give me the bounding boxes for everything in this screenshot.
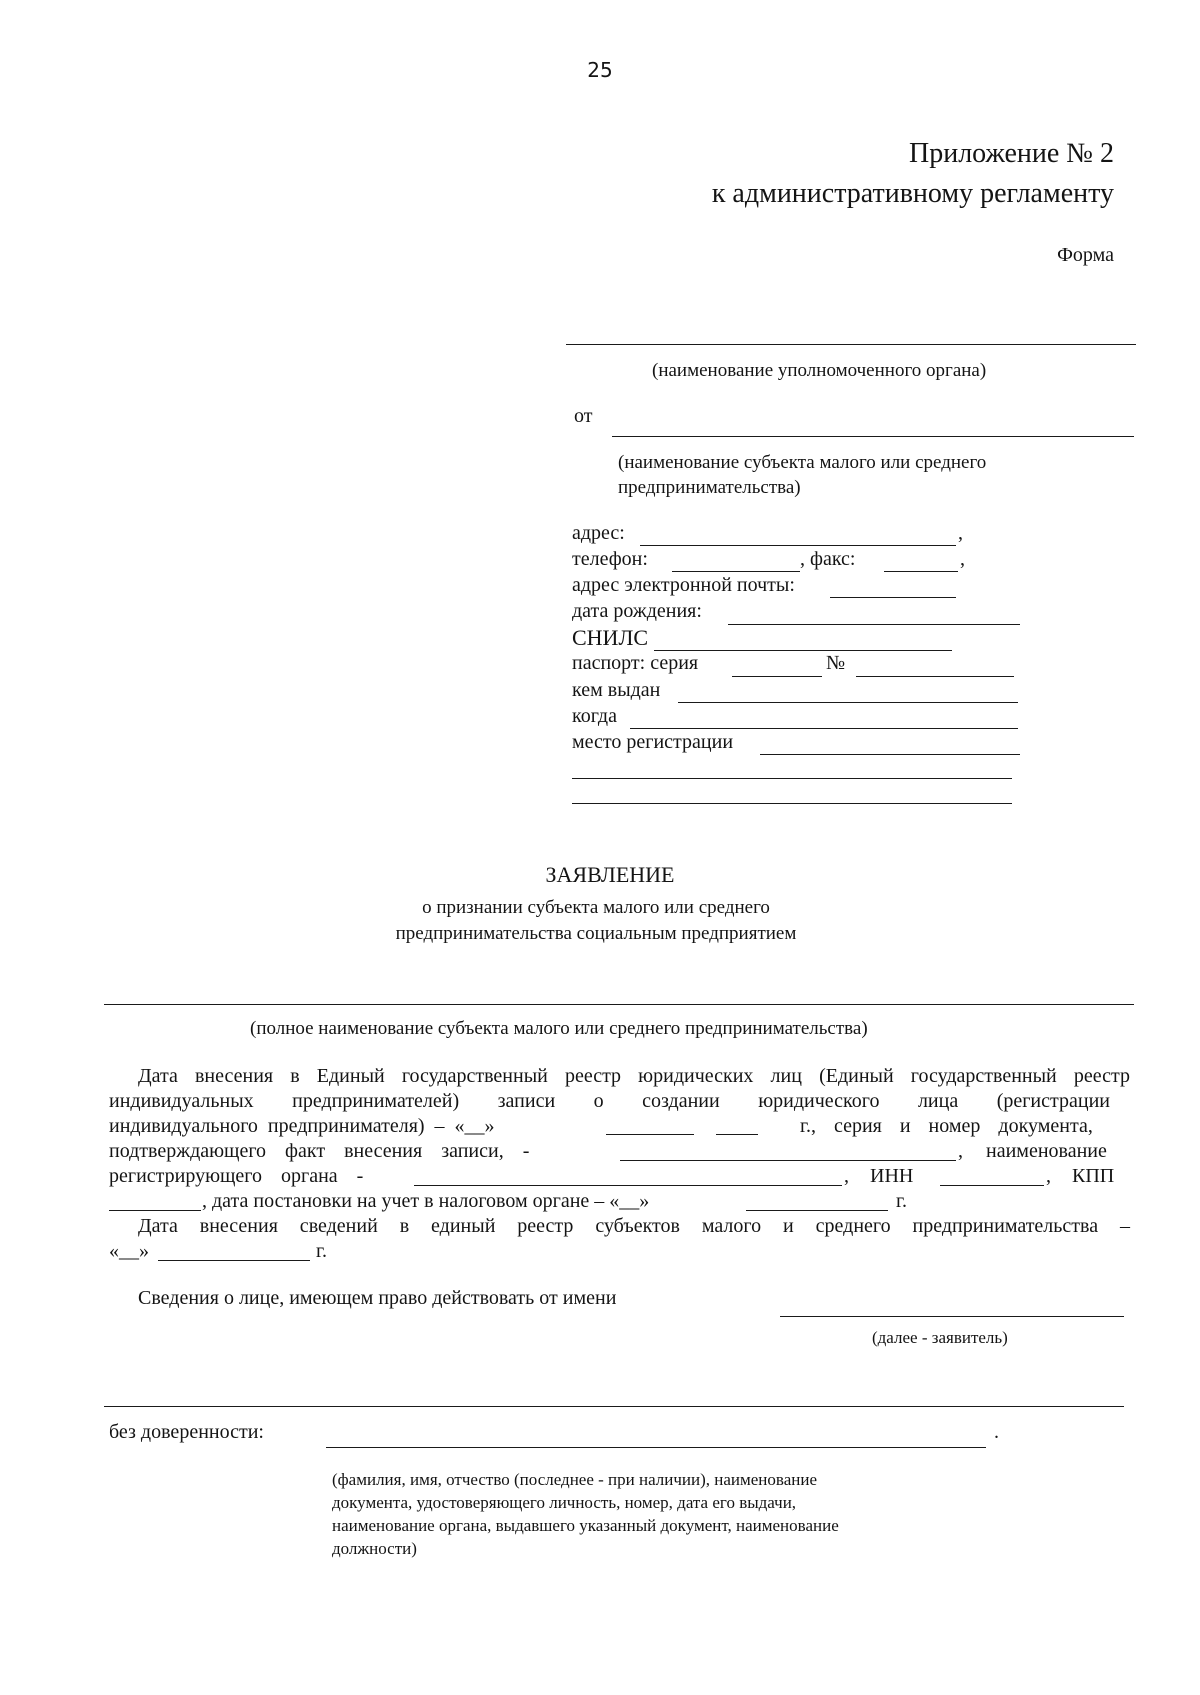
email-label: адрес электронной почты:: [572, 574, 795, 596]
statement-subtitle-line2: предпринимательства социальным предприятием: [395, 923, 797, 944]
document-number-field[interactable]: [620, 1160, 956, 1161]
paragraph1-line3-end: г., серия и номер документа,: [800, 1115, 1093, 1137]
principal-name-field[interactable]: [780, 1316, 1124, 1317]
snils-field[interactable]: [654, 650, 952, 651]
subject-caption-line2: предпринимательства): [618, 477, 801, 498]
inn-field[interactable]: [940, 1185, 1044, 1186]
registration-date-year-field[interactable]: [716, 1134, 758, 1135]
statement-title: ЗАЯВЛЕНИЕ: [545, 862, 675, 887]
paragraph3: Сведения о лице, имеющем право действовать от имени: [138, 1287, 617, 1309]
birthdate-label: дата рождения:: [572, 600, 702, 622]
fax-comma: ,: [960, 548, 965, 570]
passport-number-sign: №: [826, 652, 846, 674]
snils-label: СНИЛС: [572, 625, 649, 650]
applicant-full-line[interactable]: [104, 1406, 1124, 1407]
paragraph1-line6-year: г.: [896, 1190, 907, 1212]
paragraph1-line4-start: подтверждающего факт внесения записи, -: [109, 1140, 530, 1162]
when-label: когда: [572, 705, 617, 727]
footnote-line3: наименование органа, выдавшего указанный документ, наименование: [332, 1516, 839, 1535]
registration-extra-line-2[interactable]: [572, 803, 1012, 804]
paragraph1-kpp-label: , КПП: [1046, 1165, 1115, 1187]
subject-caption-line1: (наименование субъекта малого или среднего: [618, 452, 987, 473]
appendix-title: Приложение № 2: [909, 138, 1114, 169]
address-label: адрес:: [572, 522, 625, 544]
paragraph1-line3-start: индивидуального предпринимателя) – «__»: [109, 1115, 495, 1137]
phone-label: телефон:: [572, 548, 648, 570]
registration-field[interactable]: [760, 754, 1020, 755]
email-field[interactable]: [830, 597, 956, 598]
footnote-line4: должности): [332, 1539, 417, 1558]
fax-label: , факс:: [800, 548, 856, 570]
from-label: от: [574, 405, 593, 427]
registration-date-month-field[interactable]: [606, 1134, 694, 1135]
no-poa-label: без доверенности:: [109, 1421, 264, 1443]
address-comma: ,: [958, 522, 963, 544]
registering-authority-field[interactable]: [414, 1185, 842, 1186]
address-field[interactable]: [640, 545, 956, 546]
statement-subtitle-line1: о признании субъекта малого или среднего: [422, 897, 770, 918]
paragraph1-line5-start: регистрирующего органа -: [109, 1165, 364, 1187]
paragraph2-line2-end: г.: [316, 1240, 327, 1262]
paragraph1-line2: индивидуальных предпринимателей) записи о создании юридического лица (регистрации: [109, 1090, 1110, 1112]
paragraph1-line1: Дата внесения в Единый государственный реестр юридических лиц (Единый государственный реестр: [138, 1065, 1130, 1087]
authority-name-field[interactable]: [566, 344, 1136, 345]
paragraph2-line1: Дата внесения сведений в единый реестр субъектов малого и среднего предпринимательства –: [138, 1215, 1130, 1237]
fax-field[interactable]: [884, 571, 958, 572]
paragraph2-line2-start: «__»: [109, 1240, 149, 1262]
authority-caption: (наименование уполномоченного органа): [652, 360, 987, 381]
passport-series-field[interactable]: [732, 676, 822, 677]
no-poa-field[interactable]: [326, 1447, 986, 1448]
passport-label: паспорт: серия: [572, 652, 699, 674]
issued-by-label: кем выдан: [572, 679, 661, 701]
page-number: 25: [587, 58, 613, 82]
paragraph1-line6: , дата постановки на учет в налоговом органе – «__»: [202, 1190, 650, 1212]
passport-number-field[interactable]: [856, 676, 1014, 677]
paragraph1-inn-label: , ИНН: [844, 1165, 914, 1187]
when-field[interactable]: [630, 728, 1018, 729]
msp-registry-date-field[interactable]: [158, 1260, 310, 1261]
full-name-caption: (полное наименование субъекта малого или среднего предпринимательства): [250, 1018, 868, 1039]
appendix-subtitle: к административному регламенту: [711, 178, 1114, 209]
subject-name-field[interactable]: [612, 436, 1134, 437]
no-poa-end: .: [994, 1421, 999, 1443]
applicant-caption: (далее - заявитель): [872, 1328, 1008, 1347]
paragraph1-line4-end: , наименование: [958, 1140, 1107, 1162]
issued-by-field[interactable]: [678, 702, 1018, 703]
registration-extra-line-1[interactable]: [572, 778, 1012, 779]
form-label: Форма: [1057, 244, 1114, 266]
registration-label: место регистрации: [572, 731, 734, 753]
full-name-field[interactable]: [104, 1004, 1134, 1005]
tax-registration-date-field[interactable]: [746, 1210, 888, 1211]
kpp-field[interactable]: [109, 1210, 201, 1211]
footnote-line1: (фамилия, имя, отчество (последнее - при наличии), наименование: [332, 1470, 817, 1489]
birthdate-field[interactable]: [728, 624, 1020, 625]
footnote-line2: документа, удостоверяющего личность, номер, дата его выдачи,: [332, 1493, 797, 1512]
phone-field[interactable]: [672, 571, 800, 572]
